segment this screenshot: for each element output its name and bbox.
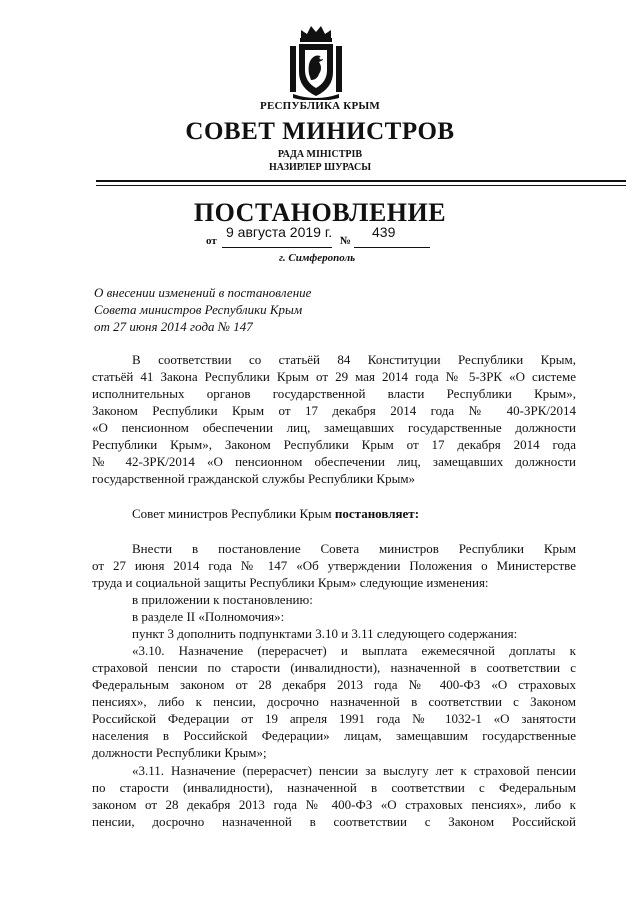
decree-subject: [94, 284, 311, 335]
subitem-line: страховой пенсии по старости (инвалидности), назначенной в соответствии с: [92, 660, 576, 675]
header-divider-thick: [96, 180, 626, 182]
preamble-line: исполнительных органов государственной власти Республики Крым»,: [92, 386, 576, 401]
subitem-3-10: [92, 642, 576, 761]
preamble-line: государственной гражданской службы Республики Крым»: [92, 471, 416, 486]
preamble-line: № 42-ЗРК/2014 «О пенсионном обеспечении лиц, замещавших должности: [92, 454, 576, 469]
subitem-line: пенсиях», либо к пенсии, досрочно назначенной в соответствии с Законом: [92, 694, 576, 709]
subject-line: О внесении изменений в постановление: [94, 285, 312, 300]
amendment-line: Внести в постановление Совета министров Республики Крым: [132, 541, 576, 556]
preamble-line: В соответствии со статьёй 84 Конституции Республики Крым,: [132, 352, 576, 367]
subitem-line: Федеральным законом от 28 декабря 2013 года № 400-ФЗ «О страховых: [92, 677, 576, 692]
city: г. Симферополь: [279, 252, 356, 264]
amendment-intro: [92, 540, 576, 591]
republic-name: РЕСПУБЛИКА КРЫМ: [260, 100, 380, 112]
subitem-line: «3.10. Назначение (перерасчет) и выплата ежемесячной доплаты к: [132, 643, 576, 658]
council-title-crimean-tatar: НАЗИРЛЕР ШУРАСЫ: [268, 162, 372, 173]
subitem-3-11: [92, 762, 576, 830]
decree-date: 9 августа 2019 г.: [226, 224, 333, 240]
step-line: в приложении к постановлению:: [132, 592, 313, 607]
resolution-statement: [132, 505, 419, 522]
date-label: от: [206, 235, 217, 247]
number-underline: [354, 247, 430, 248]
subitem-line: законом от 28 декабря 2013 года № 400-ФЗ «О страховых пенсиях», либо к: [92, 797, 576, 812]
council-title-ukrainian: РАДА МІНІСТРІВ: [277, 149, 363, 160]
decree-title: ПОСТАНОВЛЕНИЕ: [193, 198, 447, 227]
amendment-line: труда и социальной защиты Республики Крым» следующие изменения:: [92, 575, 489, 590]
subitem-line: пенсии, досрочно назначенной в соответствии с Законом Российской: [92, 814, 576, 829]
preamble-line: «О пенсионном обеспечении лиц, замещавших государственные должности: [92, 420, 576, 435]
number-label: №: [340, 235, 352, 247]
coat-of-arms-emblem: [287, 24, 345, 100]
step-line: пункт 3 дополнить подпунктами 3.10 и 3.11 следующего содержания:: [132, 626, 518, 641]
council-title: СОВЕТ МИНИСТРОВ: [185, 118, 455, 145]
resolution-prefix: Совет министров Республики Крым: [132, 506, 335, 521]
header-divider-thin: [96, 185, 626, 186]
amendment-line: от 27 июня 2014 года № 147 «Об утверждении Положения о Министерстве: [92, 558, 576, 573]
subitem-line: Российской Федерации от 19 апреля 1991 года № 1032-1 «О занятости: [92, 711, 576, 726]
resolution-verb: постановляет:: [334, 506, 420, 521]
decree-number: 439: [372, 224, 396, 240]
preamble-line: статьёй 41 Закона Республики Крым от 29 мая 2014 года № 5-ЗРК «О системе: [92, 369, 576, 384]
subitem-line: должности Республики Крым»;: [92, 745, 267, 760]
subject-line: Совета министров Республики Крым: [94, 302, 303, 317]
step-line: в разделе II «Полномочия»:: [132, 609, 285, 624]
date-underline: [222, 247, 332, 248]
subject-line: от 27 июня 2014 года № 147: [94, 319, 253, 334]
preamble-line: Законом Республики Крым от 17 декабря 2014 года № 40-ЗРК/2014: [92, 403, 576, 418]
subitem-line: по старости (инвалидности), назначенной в соответствии с Федеральным: [92, 780, 576, 795]
subitem-line: «3.11. Назначение (перерасчет) пенсии за выслугу лет к страховой пенсии: [132, 763, 576, 778]
preamble-paragraph: [92, 351, 576, 487]
preamble-line: Республики Крым», Законом Республики Крым от 17 декабря 2014 года: [92, 437, 576, 452]
subitem-line: населения в Российской Федерации» лицам, замещавшим государственные: [92, 728, 576, 743]
